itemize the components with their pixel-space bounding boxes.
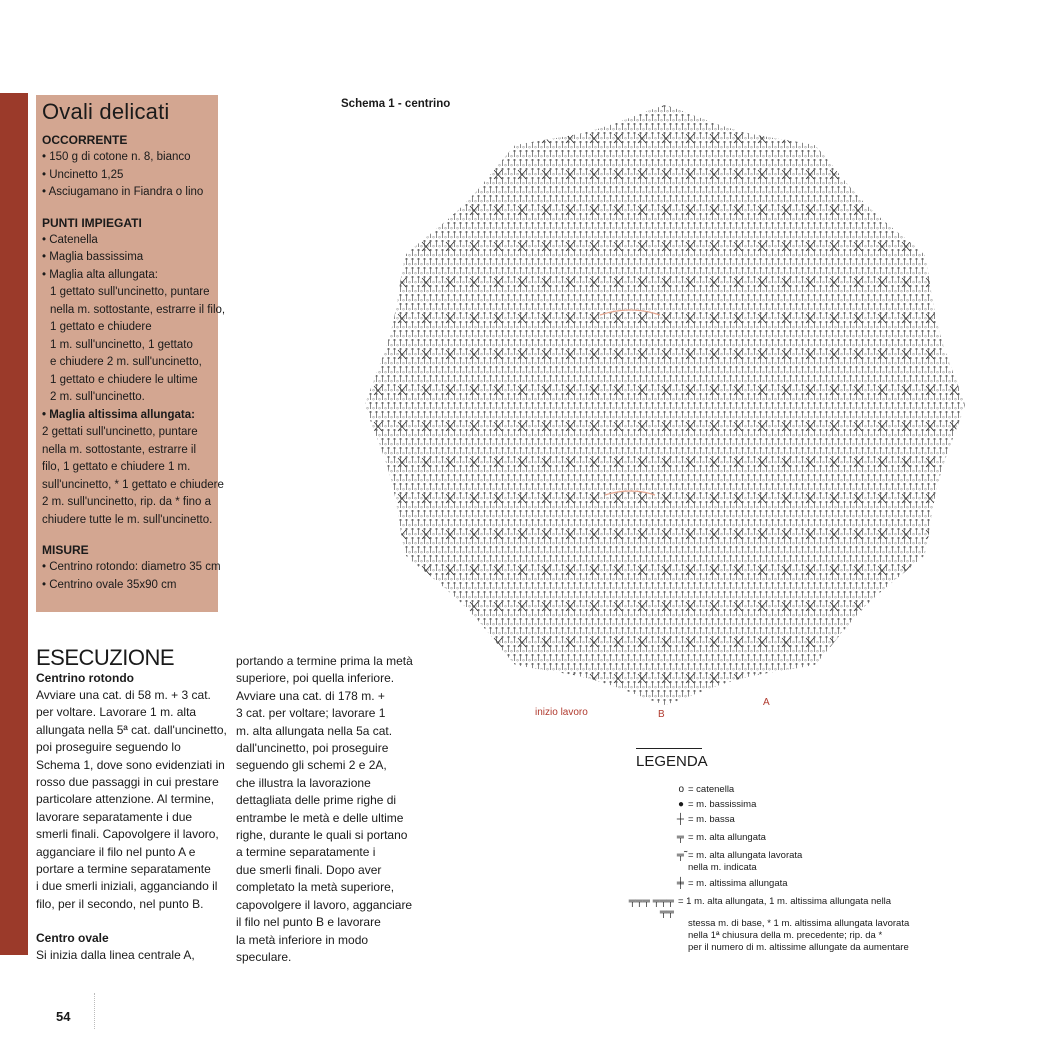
body-line: la metà inferiore in modo bbox=[236, 932, 369, 947]
body-line: che illustra la lavorazione bbox=[236, 775, 371, 790]
body-line: lavorare separatamente i due bbox=[36, 809, 193, 824]
legend-text: = m. bassissima bbox=[688, 799, 757, 810]
punti-line: chiudere tutte le m. sull'uncinetto. bbox=[42, 513, 213, 526]
punti-line: nella m. sottostante, estrarre il filo, bbox=[50, 303, 226, 316]
info-box bbox=[36, 95, 226, 612]
legend-text: nella 1ª chiusura della m. precedente; rip. da * bbox=[688, 930, 883, 941]
body-line: smerli finali. Capovolgere il lavoro, bbox=[36, 827, 219, 842]
legend-text: per il numero di m. altissime allungate da aumentare bbox=[688, 942, 909, 953]
legend-text: nella m. indicata bbox=[688, 862, 757, 873]
legend-text: = m. altissima allungata bbox=[688, 878, 788, 889]
legend-row bbox=[636, 784, 976, 796]
punti-line: nella m. sottostante, estrarre il bbox=[42, 443, 197, 456]
body-line: allungata nella 5ª cat. dall'uncinetto, bbox=[36, 722, 227, 737]
label-inizio-lavoro: inizio lavoro bbox=[535, 707, 588, 718]
body-line: agganciare il filo nel punto A e bbox=[36, 844, 196, 859]
punti-line: e chiudere 2 m. sull'uncinetto, bbox=[50, 356, 202, 368]
body-line: capovolgere il lavoro, agganciare bbox=[236, 897, 413, 912]
body-line: speculare. bbox=[236, 949, 292, 964]
legend-row bbox=[636, 814, 976, 826]
occorrente-item: • Asciugamano in Fiandra o lino bbox=[42, 186, 204, 198]
legend-text: = m. alta allungata bbox=[688, 832, 766, 843]
page-title: Ovali delicati bbox=[42, 99, 170, 124]
legend-row bbox=[636, 878, 976, 890]
bassissima-symbol-icon: ● bbox=[677, 799, 684, 810]
punti-line: • Maglia altissima allungata: bbox=[42, 408, 195, 421]
legend-row bbox=[628, 896, 976, 918]
punti-line: filo, 1 gettato e chiudere 1 m. bbox=[42, 461, 191, 473]
legend-text: = catenella bbox=[688, 784, 735, 795]
body-line: dall'uncinetto, poi proseguire bbox=[236, 741, 389, 756]
punti-line: 2 m. sull'uncinetto, rip. da * fino a bbox=[42, 496, 212, 508]
increase-group-symbol-icon: ╤╤╤ ╤╤╤ ╤╤ bbox=[628, 896, 674, 918]
body-line: portare a termine separatamente bbox=[36, 862, 211, 877]
occorrente-item: • 150 g di cotone n. 8, bianco bbox=[42, 151, 191, 163]
legend-row bbox=[636, 930, 976, 942]
crochet-diagram bbox=[345, 95, 985, 725]
misure-heading: MISURE bbox=[42, 543, 89, 557]
body-line: i due smerli iniziali, agganciando il bbox=[36, 879, 218, 894]
body-line: entrambe le metà e delle ultime bbox=[236, 810, 404, 825]
punti-line: 1 m. sull'uncinetto, 1 gettato bbox=[50, 338, 193, 351]
subheading-centrino-rotondo: Centrino rotondo bbox=[36, 671, 134, 685]
body-line: portando a termine prima la metà bbox=[236, 654, 413, 668]
legend-row bbox=[636, 918, 976, 930]
body-line: a termine separatamente i bbox=[236, 845, 376, 860]
body-line: 3 cat. per voltare; lavorare 1 bbox=[236, 706, 386, 721]
label-point-a: A bbox=[763, 697, 770, 708]
doily-chart-svg bbox=[345, 95, 985, 725]
esecuzione-column-1 bbox=[36, 670, 226, 965]
legend bbox=[628, 748, 976, 957]
body-line: Si inizia dalla linea centrale A, bbox=[36, 948, 195, 963]
legend-row bbox=[636, 799, 976, 811]
label-point-b: B bbox=[658, 709, 665, 720]
body-line: il filo nel punto B e lavorare bbox=[236, 915, 381, 930]
side-accent-bar bbox=[0, 93, 28, 955]
catenella-symbol-icon: o bbox=[678, 784, 684, 795]
bassa-symbol-icon: ┼ bbox=[676, 814, 684, 825]
legend-text: = m. bassa bbox=[688, 814, 735, 825]
body-line: per voltare. Lavorare 1 m. alta bbox=[36, 705, 197, 720]
subheading-centro-ovale: Centro ovale bbox=[36, 931, 109, 946]
body-line: completato la metà superiore, bbox=[236, 880, 395, 895]
alta-allungata-symbol-icon: ╤ bbox=[676, 832, 684, 843]
occorrente-heading: OCCORRENTE bbox=[42, 133, 128, 147]
body-line: particolare attenzione. Al termine, bbox=[36, 792, 215, 807]
body-line: filo, per il secondo, nel punto B. bbox=[36, 896, 204, 911]
body-line: poi proseguire seguendo lo bbox=[36, 740, 181, 755]
body-line: dettagliata delle prime righe di bbox=[236, 793, 397, 808]
body-line: m. alta allungata nella 5a cat. bbox=[236, 723, 393, 738]
body-line: Avviare una cat. di 58 m. + 3 cat. bbox=[36, 688, 211, 702]
body-line: due smerli finali. Dopo aver bbox=[236, 862, 382, 877]
legend-row bbox=[636, 942, 976, 954]
body-line: righe, durante le quali si portano bbox=[236, 828, 408, 843]
punti-line: 1 gettato e chiudere bbox=[50, 321, 152, 333]
page-number-divider bbox=[94, 993, 95, 1029]
punti-line: 2 m. sull'uncinetto. bbox=[50, 391, 145, 403]
body-line: Avviare una cat. di 178 m. + bbox=[236, 688, 385, 703]
altissima-allungata-symbol-icon: ╪ bbox=[676, 878, 684, 889]
esecuzione-heading: ESECUZIONE bbox=[36, 645, 175, 670]
body-line: superiore, poi quella inferiore. bbox=[236, 671, 395, 686]
legend-row bbox=[636, 862, 976, 874]
occorrente-item: • Uncinetto 1,25 bbox=[42, 168, 124, 181]
schema-title: Schema 1 - centrino bbox=[341, 98, 451, 110]
legend-title: LEGENDA bbox=[636, 753, 708, 770]
punti-line: 1 gettato e chiudere le ultime bbox=[50, 373, 198, 386]
legend-rule bbox=[636, 748, 702, 749]
legend-row bbox=[636, 850, 976, 862]
legend-row bbox=[636, 832, 976, 844]
punti-line: 2 gettati sull'uncinetto, puntare bbox=[42, 426, 198, 438]
page-number: 54 bbox=[56, 1009, 71, 1024]
punti-line: sull'uncinetto, * 1 gettato e chiudere bbox=[42, 478, 224, 491]
misure-item: • Centrino rotondo: diametro 35 cm bbox=[42, 561, 221, 573]
punti-line: • Maglia bassissima bbox=[42, 251, 144, 263]
misure-item: • Centrino ovale 35x90 cm bbox=[42, 578, 177, 591]
punti-heading: PUNTI IMPIEGATI bbox=[42, 215, 142, 230]
punti-line: 1 gettato sull'uncinetto, puntare bbox=[50, 286, 210, 298]
legend-text: stessa m. di base, * 1 m. altissima allungata lavorata bbox=[688, 918, 910, 929]
punti-line: • Catenella bbox=[42, 233, 98, 246]
punti-line: • Maglia alta allungata: bbox=[42, 268, 158, 281]
body-line: rosso due passaggi in cui prestare bbox=[36, 775, 219, 790]
legend-text: = 1 m. alta allungata, 1 m. altissima allungata nella bbox=[678, 896, 892, 907]
legend-text: = m. alta allungata lavorata bbox=[688, 850, 803, 861]
body-line: Schema 1, dove sono evidenziati in bbox=[36, 757, 225, 772]
body-line: seguendo gli schemi 2 e 2A, bbox=[236, 758, 387, 773]
alta-allungata-lavorata-symbol-icon: ╤̃ bbox=[676, 850, 684, 861]
